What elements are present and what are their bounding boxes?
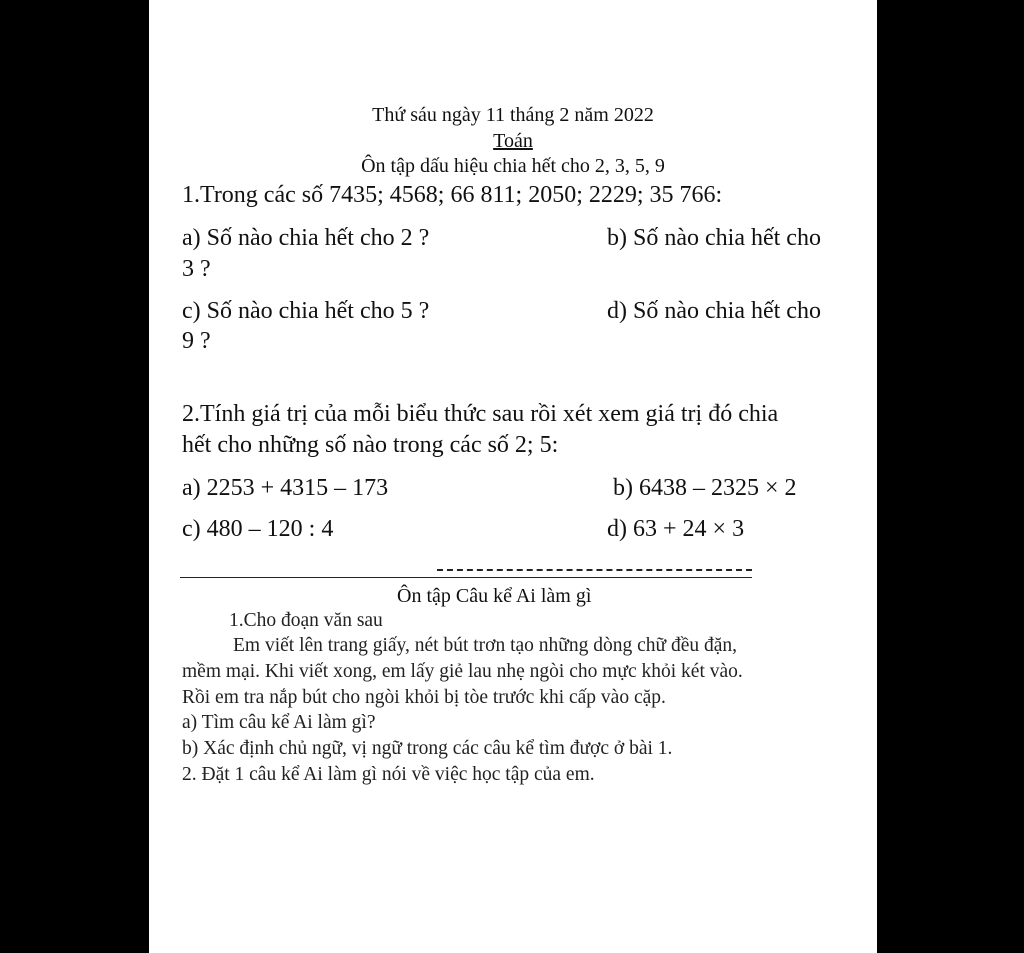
language-title: Ôn tập Câu kể Ai làm gì <box>397 585 592 607</box>
language-q1: 1.Cho đoạn văn sau <box>229 610 383 631</box>
subject-text: Toán <box>493 130 533 152</box>
math-q1c: c) Số nào chia hết cho 5 ? <box>182 298 430 324</box>
paragraph-line-2: mềm mại. Khi viết xong, em lấy giẻ lau nhẹ ngòi cho mực khỏi két vào. <box>182 661 743 682</box>
math-q1a: a) Số nào chia hết cho 2 ? <box>182 225 430 251</box>
math-q1b: b) Số nào chia hết cho <box>607 225 821 251</box>
paragraph-line-3: Rồi em tra nắp bút cho ngòi khỏi bị tòe trước khi cấp vào cặp. <box>182 687 666 708</box>
language-qb: b) Xác định chủ ngữ, vị ngữ trong các câu kể tìm được ở bài 1. <box>182 738 673 759</box>
math-q2c: c) 480 – 120 : 4 <box>182 516 334 542</box>
date-line: Thứ sáu ngày 11 tháng 2 năm 2022 <box>372 104 654 126</box>
math-question-2-line1: 2.Tính giá trị của mỗi biểu thức sau rồi xét xem giá trị đó chia <box>182 401 779 427</box>
language-q2: 2. Đặt 1 câu kể Ai làm gì nói về việc học tập của em. <box>182 764 595 785</box>
language-qa: a) Tìm câu kể Ai làm gì? <box>182 712 376 733</box>
math-q2b: b) 6438 – 2325 × 2 <box>613 475 797 501</box>
subject-title <box>149 131 877 151</box>
solid-divider <box>180 577 752 578</box>
document-page <box>149 0 877 953</box>
math-q2d: d) 63 + 24 × 3 <box>607 516 745 542</box>
topic-title: Ôn tập dấu hiệu chia hết cho 2, 3, 5, 9 <box>361 155 665 177</box>
math-question-1: 1.Trong các số 7435; 4568; 66 811; 2050; 2229; 35 766: <box>182 182 723 208</box>
math-q1d-cont: 9 ? <box>182 328 211 354</box>
math-question-2-line2: hết cho những số nào trong các số 2; 5: <box>182 432 559 458</box>
math-q1d: d) Số nào chia hết cho <box>607 298 821 324</box>
math-q2a: a) 2253 + 4315 – 173 <box>182 475 389 501</box>
math-q1b-cont: 3 ? <box>182 256 211 282</box>
dashed-divider <box>437 569 752 571</box>
paragraph-line-1: Em viết lên trang giấy, nét bút trơn tạo những dòng chữ đều đặn, <box>233 635 738 656</box>
